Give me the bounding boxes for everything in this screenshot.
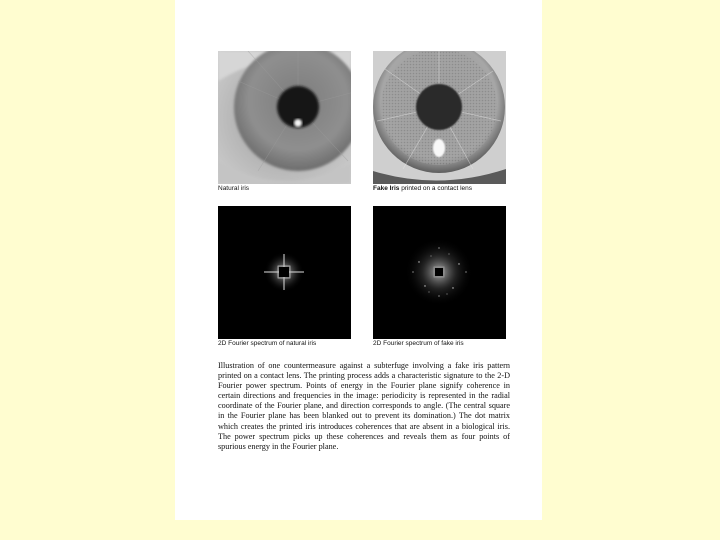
paper-page xyxy=(175,0,542,520)
natural-spectrum-graphic xyxy=(218,206,351,339)
fake-iris-graphic xyxy=(373,51,506,184)
fake-iris-caption-bold: Fake Iris xyxy=(373,185,400,192)
natural-fourier-spectrum xyxy=(218,206,351,339)
natural-iris-graphic xyxy=(218,51,351,184)
natural-iris-image xyxy=(218,51,351,184)
fake-spectrum-graphic xyxy=(373,206,506,339)
natural-iris-caption: Natural iris xyxy=(218,185,250,192)
fake-iris-caption xyxy=(373,185,472,193)
natural-spectrum-caption: 2D Fourier spectrum of natural iris xyxy=(218,340,317,347)
fake-iris-image xyxy=(373,51,506,184)
figure-description: Illustration of one countermeasure against a subterfuge involving a fake iris pattern printed on a contact lens. The printing process adds a characteristic signature to the 2-D Fourier power spectrum. Points of energy in the Fourier plane signify coherence in certain directions and frequencies in the image: periodicity is represented in the radial coordinate of the Fourier plane, and direction corresponds to angle. (The central square in the Fourier plane has been blanked out to prevent its domination.) The dot matrix which creates the printed iris introduces coherences that are absent in a biological iris. The power spectrum picks up these coherences and reveals them as four points of spurious energy in the Fourier plane. xyxy=(218,361,510,451)
fake-fourier-spectrum xyxy=(373,206,506,339)
fake-iris-caption-rest: printed on a contact lens xyxy=(399,185,473,192)
fake-spectrum-caption: 2D Fourier spectrum of fake iris xyxy=(373,340,464,347)
